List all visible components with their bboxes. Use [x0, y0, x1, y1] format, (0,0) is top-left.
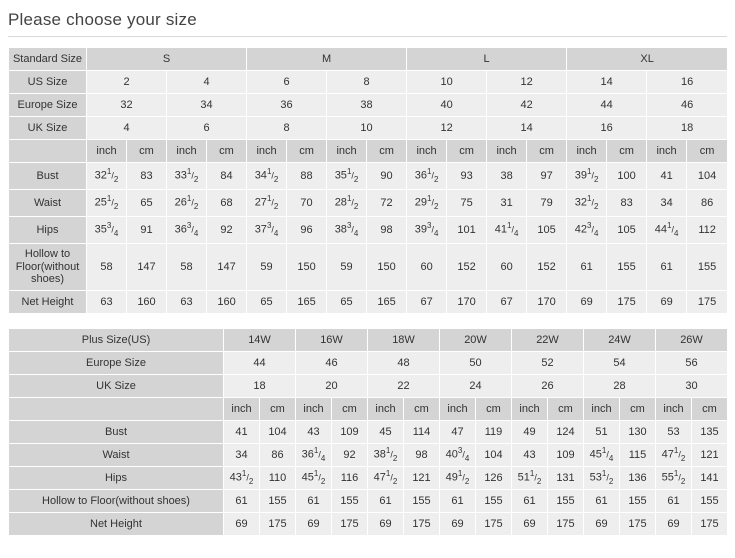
waist-cell: 68 — [207, 190, 247, 217]
unit-header-cm: cm — [404, 398, 440, 421]
row-label-units — [9, 140, 87, 163]
unit-header-inch: inch — [87, 140, 127, 163]
unit-header-cm: cm — [447, 140, 487, 163]
plus-size-cell: 26W — [656, 329, 728, 352]
uk-size-cell: 6 — [167, 117, 247, 140]
hips-cell: 105 — [527, 217, 567, 244]
hips-cell: $42^3/_4$ — [567, 217, 607, 244]
unit-header-cm: cm — [687, 140, 728, 163]
hollow-to-floor-cell: 60 — [407, 244, 447, 291]
plus-size-cell: 14W — [224, 329, 296, 352]
bust-cell: 114 — [404, 421, 440, 444]
net-height-cell: 175 — [404, 513, 440, 536]
uk-size-cell: 8 — [247, 117, 327, 140]
waist-cell: $45^1/_4$ — [584, 444, 620, 467]
waist-cell: $36^1/_4$ — [296, 444, 332, 467]
waist-cell: 70 — [287, 190, 327, 217]
plus-size-cell: 18W — [368, 329, 440, 352]
uk-size-cell: 22 — [368, 375, 440, 398]
row-label-net-height: Net Height — [9, 513, 224, 536]
waist-cell: 65 — [127, 190, 167, 217]
waist-cell: $29^1/_2$ — [407, 190, 447, 217]
us-size-cell: 16 — [647, 71, 728, 94]
waist-cell: $25^1/_2$ — [87, 190, 127, 217]
hips-cell: $55^1/_2$ — [656, 467, 692, 490]
waist-cell: 34 — [647, 190, 687, 217]
hollow-to-floor-cell: 59 — [327, 244, 367, 291]
hollow-to-floor-cell: 61 — [584, 490, 620, 513]
bust-cell: 104 — [687, 163, 728, 190]
bust-cell: $36^1/_2$ — [407, 163, 447, 190]
europe-size-cell: 46 — [647, 94, 728, 117]
hollow-to-floor-cell: 155 — [687, 244, 728, 291]
net-height-cell: 175 — [476, 513, 512, 536]
hips-cell: $38^3/_4$ — [327, 217, 367, 244]
net-height-cell: 69 — [512, 513, 548, 536]
hips-cell: $37^3/_4$ — [247, 217, 287, 244]
table-row — [9, 48, 728, 71]
hollow-to-floor-cell: 61 — [368, 490, 404, 513]
net-height-cell: 67 — [407, 291, 447, 314]
table-row — [9, 352, 728, 375]
waist-cell: 75 — [447, 190, 487, 217]
row-label-standard-size: Standard Size — [9, 48, 87, 71]
unit-header-cm: cm — [692, 398, 728, 421]
hips-cell: 110 — [260, 467, 296, 490]
waist-cell: 43 — [512, 444, 548, 467]
europe-size-cell: 44 — [567, 94, 647, 117]
unit-header-inch: inch — [327, 140, 367, 163]
hollow-to-floor-cell: 60 — [487, 244, 527, 291]
uk-size-cell: 18 — [224, 375, 296, 398]
row-label-europe-size: Europe Size — [9, 352, 224, 375]
table-row — [9, 291, 728, 314]
bust-cell: 135 — [692, 421, 728, 444]
table-row — [9, 244, 728, 291]
hips-cell: 101 — [447, 217, 487, 244]
row-label-europe-size: Europe Size — [9, 94, 87, 117]
row-label-hips: Hips — [9, 467, 224, 490]
hips-cell: 121 — [404, 467, 440, 490]
bust-cell: 51 — [584, 421, 620, 444]
hollow-to-floor-cell: 155 — [260, 490, 296, 513]
unit-header-cm: cm — [367, 140, 407, 163]
europe-size-cell: 46 — [296, 352, 368, 375]
net-height-cell: 67 — [487, 291, 527, 314]
bust-cell: 45 — [368, 421, 404, 444]
table-row — [9, 467, 728, 490]
unit-header-inch: inch — [368, 398, 404, 421]
net-height-cell: 175 — [692, 513, 728, 536]
unit-header-cm: cm — [476, 398, 512, 421]
hips-cell: $45^1/_2$ — [296, 467, 332, 490]
uk-size-cell: 20 — [296, 375, 368, 398]
table-row — [9, 421, 728, 444]
net-height-cell: 65 — [327, 291, 367, 314]
waist-cell: 79 — [527, 190, 567, 217]
europe-size-cell: 50 — [440, 352, 512, 375]
waist-cell: 121 — [692, 444, 728, 467]
bust-cell: 53 — [656, 421, 692, 444]
hollow-to-floor-cell: 61 — [224, 490, 260, 513]
bust-cell: 41 — [647, 163, 687, 190]
size-group-header: XL — [567, 48, 728, 71]
waist-cell: $26^1/_2$ — [167, 190, 207, 217]
bust-cell: 88 — [287, 163, 327, 190]
plus-size-cell: 22W — [512, 329, 584, 352]
unit-header-inch: inch — [440, 398, 476, 421]
hollow-to-floor-cell: 155 — [607, 244, 647, 291]
waist-cell: 34 — [224, 444, 260, 467]
uk-size-cell: 10 — [327, 117, 407, 140]
hips-cell: $47^1/_2$ — [368, 467, 404, 490]
bust-cell: 83 — [127, 163, 167, 190]
page-title: Please choose your size — [8, 10, 197, 29]
uk-size-cell: 24 — [440, 375, 512, 398]
plus-size-cell: 16W — [296, 329, 368, 352]
hips-cell: $41^1/_4$ — [487, 217, 527, 244]
hips-cell: $43^1/_2$ — [224, 467, 260, 490]
hollow-to-floor-cell: 155 — [620, 490, 656, 513]
bust-cell: 119 — [476, 421, 512, 444]
hips-cell: $36^3/_4$ — [167, 217, 207, 244]
uk-size-cell: 12 — [407, 117, 487, 140]
row-label-plus-size: Plus Size(US) — [9, 329, 224, 352]
uk-size-cell: 26 — [512, 375, 584, 398]
unit-header-inch: inch — [487, 140, 527, 163]
hollow-to-floor-cell: 58 — [167, 244, 207, 291]
waist-cell: $27^1/_2$ — [247, 190, 287, 217]
hips-cell: 126 — [476, 467, 512, 490]
row-label-waist: Waist — [9, 444, 224, 467]
row-label-bust: Bust — [9, 163, 87, 190]
net-height-cell: 63 — [167, 291, 207, 314]
unit-header-inch: inch — [656, 398, 692, 421]
hollow-to-floor-cell: 61 — [656, 490, 692, 513]
net-height-cell: 69 — [224, 513, 260, 536]
hollow-to-floor-cell: 61 — [440, 490, 476, 513]
unit-header-inch: inch — [584, 398, 620, 421]
net-height-cell: 175 — [332, 513, 368, 536]
europe-size-cell: 54 — [584, 352, 656, 375]
plus-size-cell: 20W — [440, 329, 512, 352]
plus-size-cell: 24W — [584, 329, 656, 352]
hips-cell: 112 — [687, 217, 728, 244]
bust-cell: $33^1/_2$ — [167, 163, 207, 190]
size-group-header: S — [87, 48, 247, 71]
hollow-to-floor-cell: 155 — [332, 490, 368, 513]
bust-cell: $34^1/_2$ — [247, 163, 287, 190]
net-height-cell: 175 — [548, 513, 584, 536]
row-label-us-size: US Size — [9, 71, 87, 94]
row-label-bust: Bust — [9, 421, 224, 444]
bust-cell: 38 — [487, 163, 527, 190]
hollow-to-floor-cell: 155 — [692, 490, 728, 513]
net-height-cell: 175 — [687, 291, 728, 314]
hollow-to-floor-cell: 152 — [527, 244, 567, 291]
net-height-cell: 165 — [367, 291, 407, 314]
unit-header-inch: inch — [512, 398, 548, 421]
europe-size-cell: 44 — [224, 352, 296, 375]
bust-cell: $39^1/_2$ — [567, 163, 607, 190]
hollow-to-floor-cell: 150 — [287, 244, 327, 291]
unit-header-cm: cm — [127, 140, 167, 163]
hips-cell: 141 — [692, 467, 728, 490]
net-height-cell: 65 — [247, 291, 287, 314]
hips-cell: $53^1/_2$ — [584, 467, 620, 490]
bust-cell: 90 — [367, 163, 407, 190]
waist-cell: 31 — [487, 190, 527, 217]
unit-header-inch: inch — [647, 140, 687, 163]
hollow-to-floor-cell: 147 — [127, 244, 167, 291]
waist-cell: 86 — [687, 190, 728, 217]
bust-cell: 84 — [207, 163, 247, 190]
europe-size-cell: 56 — [656, 352, 728, 375]
size-group-header: M — [247, 48, 407, 71]
us-size-cell: 2 — [87, 71, 167, 94]
europe-size-cell: 38 — [327, 94, 407, 117]
uk-size-cell: 28 — [584, 375, 656, 398]
net-height-cell: 69 — [440, 513, 476, 536]
hips-cell: 98 — [367, 217, 407, 244]
us-size-cell: 6 — [247, 71, 327, 94]
europe-size-cell: 40 — [407, 94, 487, 117]
table-row — [9, 163, 728, 190]
waist-cell: $47^1/_2$ — [656, 444, 692, 467]
unit-header-inch: inch — [247, 140, 287, 163]
row-label-hollow-to-floor: Hollow to Floor(without shoes) — [9, 244, 87, 291]
us-size-cell: 14 — [567, 71, 647, 94]
row-label-uk-size: UK Size — [9, 375, 224, 398]
hips-cell: 136 — [620, 467, 656, 490]
bust-cell: 130 — [620, 421, 656, 444]
bust-cell: $32^1/_2$ — [87, 163, 127, 190]
net-height-cell: 175 — [607, 291, 647, 314]
title-divider — [8, 36, 727, 37]
net-height-cell: 69 — [584, 513, 620, 536]
table-row — [9, 398, 728, 421]
waist-cell: 98 — [404, 444, 440, 467]
bust-cell: 47 — [440, 421, 476, 444]
hips-cell: $44^1/_4$ — [647, 217, 687, 244]
plus-size-table — [8, 328, 728, 536]
waist-cell: 109 — [548, 444, 584, 467]
waist-cell: 92 — [332, 444, 368, 467]
unit-header-cm: cm — [260, 398, 296, 421]
us-size-cell: 12 — [487, 71, 567, 94]
row-label-net-height: Net Height — [9, 291, 87, 314]
us-size-cell: 4 — [167, 71, 247, 94]
hollow-to-floor-cell: 59 — [247, 244, 287, 291]
waist-cell: 86 — [260, 444, 296, 467]
unit-header-inch: inch — [567, 140, 607, 163]
row-label-hips: Hips — [9, 217, 87, 244]
net-height-cell: 160 — [127, 291, 167, 314]
waist-cell: 104 — [476, 444, 512, 467]
net-height-cell: 63 — [87, 291, 127, 314]
bust-cell: 124 — [548, 421, 584, 444]
net-height-cell: 69 — [296, 513, 332, 536]
table-row — [9, 217, 728, 244]
hollow-to-floor-cell: 150 — [367, 244, 407, 291]
unit-header-inch: inch — [167, 140, 207, 163]
unit-header-inch: inch — [407, 140, 447, 163]
unit-header-cm: cm — [527, 140, 567, 163]
europe-size-cell: 34 — [167, 94, 247, 117]
table-row — [9, 71, 728, 94]
bust-cell: 104 — [260, 421, 296, 444]
bust-cell: $35^1/_2$ — [327, 163, 367, 190]
table-row — [9, 117, 728, 140]
bust-cell: 43 — [296, 421, 332, 444]
hollow-to-floor-cell: 61 — [296, 490, 332, 513]
hips-cell: 131 — [548, 467, 584, 490]
unit-header-inch: inch — [224, 398, 260, 421]
europe-size-cell: 36 — [247, 94, 327, 117]
hollow-to-floor-cell: 155 — [404, 490, 440, 513]
unit-header-inch: inch — [296, 398, 332, 421]
hips-cell: 116 — [332, 467, 368, 490]
net-height-cell: 165 — [287, 291, 327, 314]
unit-header-cm: cm — [548, 398, 584, 421]
hollow-to-floor-cell: 152 — [447, 244, 487, 291]
unit-header-cm: cm — [607, 140, 647, 163]
bust-cell: 97 — [527, 163, 567, 190]
waist-cell: $28^1/_2$ — [327, 190, 367, 217]
unit-header-cm: cm — [620, 398, 656, 421]
bust-cell: 49 — [512, 421, 548, 444]
table-row — [9, 375, 728, 398]
net-height-cell: 69 — [567, 291, 607, 314]
net-height-cell: 175 — [260, 513, 296, 536]
bust-cell: 109 — [332, 421, 368, 444]
unit-header-cm: cm — [207, 140, 247, 163]
hips-cell: $39^3/_4$ — [407, 217, 447, 244]
table-row — [9, 444, 728, 467]
uk-size-cell: 4 — [87, 117, 167, 140]
net-height-cell: 160 — [207, 291, 247, 314]
net-height-cell: 170 — [447, 291, 487, 314]
table-row — [9, 513, 728, 536]
uk-size-cell: 16 — [567, 117, 647, 140]
standard-size-table — [8, 47, 728, 314]
hollow-to-floor-cell: 155 — [548, 490, 584, 513]
hollow-to-floor-cell: 61 — [567, 244, 607, 291]
waist-cell: $40^3/_4$ — [440, 444, 476, 467]
europe-size-cell: 42 — [487, 94, 567, 117]
hips-cell: $35^3/_4$ — [87, 217, 127, 244]
hollow-to-floor-cell: 58 — [87, 244, 127, 291]
net-height-cell: 69 — [656, 513, 692, 536]
table-spacer — [0, 314, 735, 328]
net-height-cell: 69 — [368, 513, 404, 536]
table-row — [9, 329, 728, 352]
uk-size-cell: 18 — [647, 117, 728, 140]
net-height-cell: 170 — [527, 291, 567, 314]
waist-cell: 115 — [620, 444, 656, 467]
size-group-header: L — [407, 48, 567, 71]
waist-cell: 83 — [607, 190, 647, 217]
hips-cell: 105 — [607, 217, 647, 244]
net-height-cell: 69 — [647, 291, 687, 314]
unit-header-cm: cm — [287, 140, 327, 163]
europe-size-cell: 52 — [512, 352, 584, 375]
table-row — [9, 190, 728, 217]
bust-cell: 41 — [224, 421, 260, 444]
bust-cell: 93 — [447, 163, 487, 190]
table-row — [9, 94, 728, 117]
hollow-to-floor-cell: 61 — [647, 244, 687, 291]
table-row — [9, 140, 728, 163]
hollow-to-floor-cell: 147 — [207, 244, 247, 291]
uk-size-cell: 30 — [656, 375, 728, 398]
hollow-to-floor-cell: 155 — [476, 490, 512, 513]
hollow-to-floor-cell: 61 — [512, 490, 548, 513]
row-label-units — [9, 398, 224, 421]
net-height-cell: 175 — [620, 513, 656, 536]
hips-cell: $49^1/_2$ — [440, 467, 476, 490]
row-label-uk-size: UK Size — [9, 117, 87, 140]
us-size-cell: 10 — [407, 71, 487, 94]
waist-cell: $32^1/_2$ — [567, 190, 607, 217]
hips-cell: 91 — [127, 217, 167, 244]
waist-cell: 72 — [367, 190, 407, 217]
table-row — [9, 490, 728, 513]
bust-cell: 100 — [607, 163, 647, 190]
hips-cell: 92 — [207, 217, 247, 244]
europe-size-cell: 48 — [368, 352, 440, 375]
waist-cell: $38^1/_2$ — [368, 444, 404, 467]
unit-header-cm: cm — [332, 398, 368, 421]
row-label-hollow-to-floor: Hollow to Floor(without shoes) — [9, 490, 224, 513]
us-size-cell: 8 — [327, 71, 407, 94]
uk-size-cell: 14 — [487, 117, 567, 140]
hips-cell: 96 — [287, 217, 327, 244]
europe-size-cell: 32 — [87, 94, 167, 117]
hips-cell: $51^1/_2$ — [512, 467, 548, 490]
row-label-waist: Waist — [9, 190, 87, 217]
